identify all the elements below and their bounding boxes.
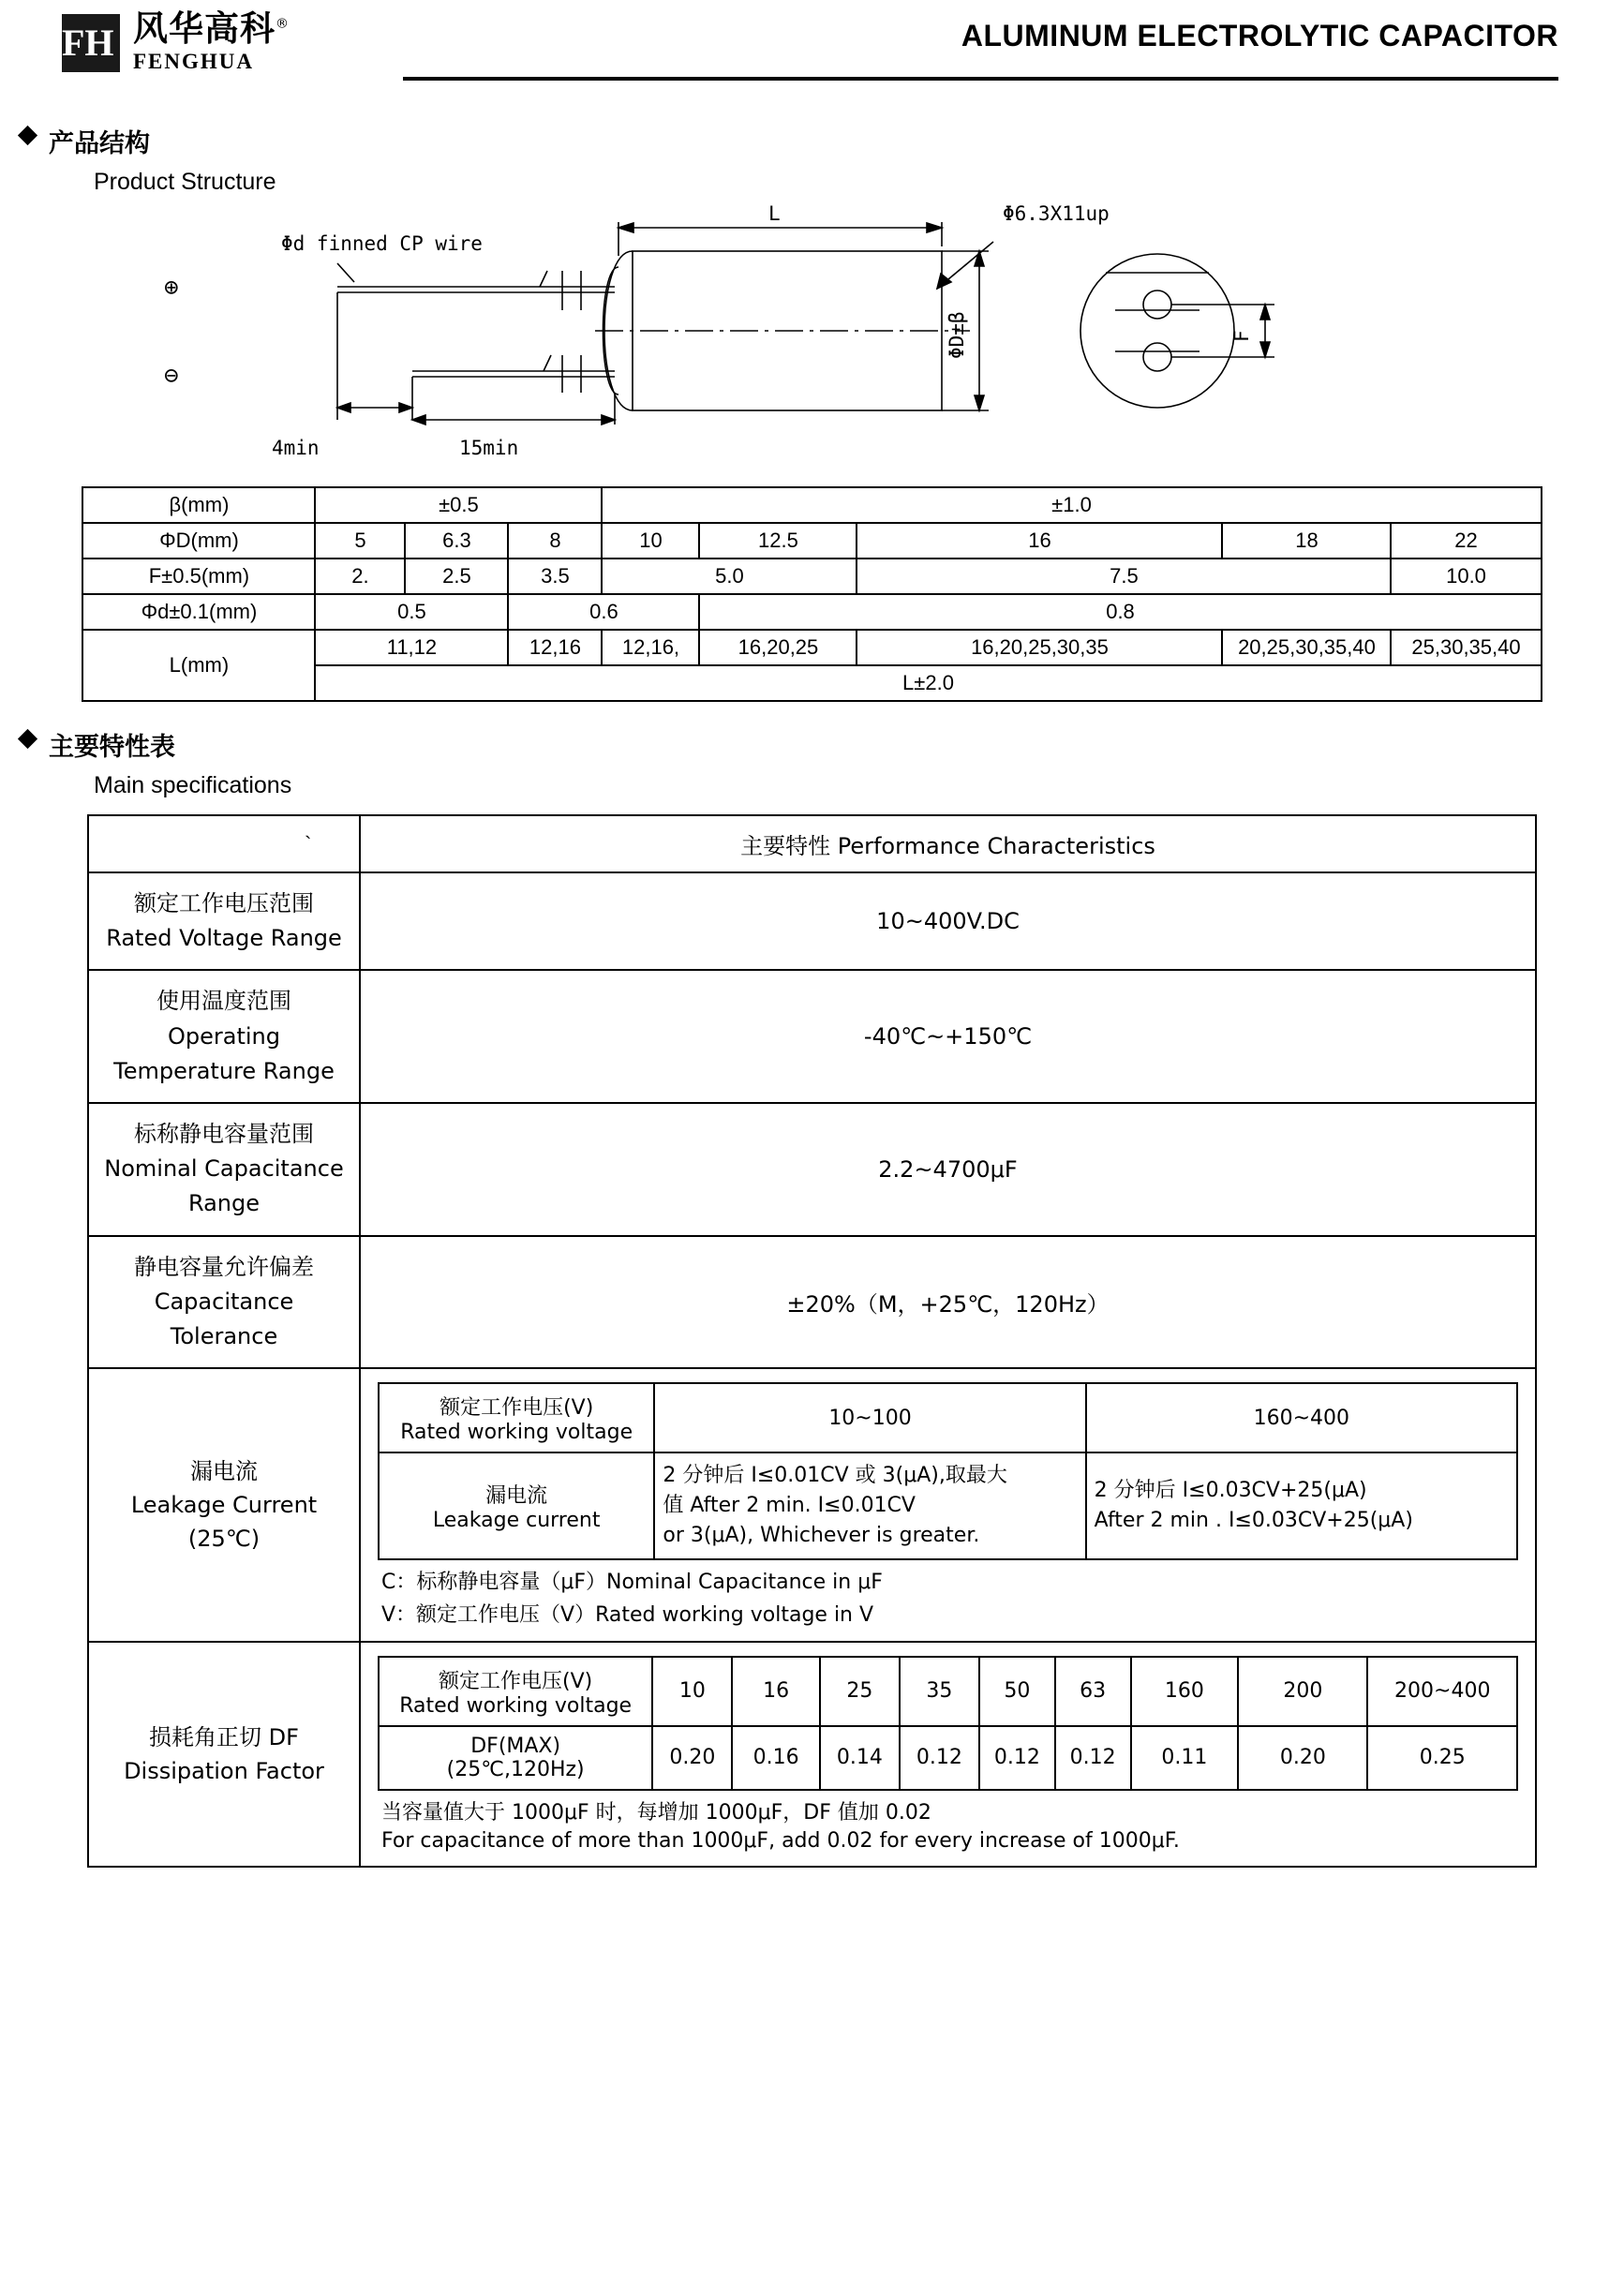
dim-row-label-2: F±0.5(mm) xyxy=(82,559,315,594)
label-line: 额定工作电压(V) xyxy=(440,1396,594,1421)
page-title: ALUMINUM ELECTROLYTIC CAPACITOR xyxy=(961,19,1558,52)
polarity-plus-icon: ⊕ xyxy=(164,274,179,302)
section-heading-cn-text: 产品结构 xyxy=(49,129,150,158)
dimension-table xyxy=(82,486,1542,702)
drawing-label-phiD: ΦD±β xyxy=(946,311,968,359)
dim-cell-L-3: 16,20,25 xyxy=(699,630,857,665)
leakage-voltage-range-high: 160~400 xyxy=(1086,1383,1517,1452)
leakage-voltage-label xyxy=(379,1383,654,1452)
df-value-8: 0.25 xyxy=(1367,1726,1517,1790)
dim-cell-1-1: 6.3 xyxy=(405,523,508,559)
dim-cell-2-5: 10.0 xyxy=(1391,559,1541,594)
label-line: Operating xyxy=(168,1022,280,1050)
label-line: 损耗角正切 DF xyxy=(149,1723,299,1750)
spec-value-leakage-current xyxy=(360,1368,1536,1642)
dim-cell-0-0: ±0.5 xyxy=(315,487,602,523)
logo-mark-text: FH xyxy=(62,21,114,64)
spec-label-capacitance-tolerance xyxy=(88,1236,360,1369)
df-voltage-1: 16 xyxy=(732,1657,820,1726)
dim-row-label-L: L(mm) xyxy=(82,630,315,701)
spec-label-leakage-current xyxy=(88,1368,360,1642)
label-line: 额定工作电压范围 xyxy=(134,890,314,916)
table-row xyxy=(82,630,1541,665)
df-voltage-8: 200~400 xyxy=(1367,1657,1517,1726)
spec-value-rated-voltage-range: 10~400V.DC xyxy=(360,872,1536,970)
polarity-minus-icon: ⊖ xyxy=(164,362,179,390)
df-value-2: 0.14 xyxy=(820,1726,900,1790)
leakage-current-value-high xyxy=(1086,1452,1517,1559)
spec-corner-tick: ` xyxy=(88,815,360,872)
table-row xyxy=(82,559,1541,594)
table-row xyxy=(379,1657,1517,1726)
label-line: DF(MAX) xyxy=(470,1734,561,1758)
spec-label-dissipation-factor xyxy=(88,1642,360,1867)
leakage-note-capacitance: C：标称静电容量（μF）Nominal Capacitance in μF xyxy=(381,1570,883,1594)
dim-row-label-0: β(mm) xyxy=(82,487,315,523)
dim-cell-L-5: 20,25,30,35,40 xyxy=(1222,630,1391,665)
table-row xyxy=(88,815,1536,872)
value-line: 值 After 2 min. I≤0.01CV xyxy=(663,1493,916,1517)
value-line: 2 分钟后 I≤0.01CV 或 3(μA),取最大 xyxy=(663,1464,1007,1488)
df-value-0: 0.20 xyxy=(652,1726,732,1790)
df-value-6: 0.11 xyxy=(1131,1726,1239,1790)
product-drawing xyxy=(0,200,1624,471)
dim-cell-L-6: 25,30,35,40 xyxy=(1391,630,1541,665)
table-row xyxy=(379,1452,1517,1559)
section-heading-cn-text: 主要特性表 xyxy=(49,733,175,762)
label-line: Leakage current xyxy=(432,1508,601,1532)
dim-cell-L-4: 16,20,25,30,35 xyxy=(857,630,1222,665)
label-line: 静电容量允许偏差 xyxy=(134,1253,314,1280)
label-line: Rated working voltage xyxy=(400,1421,633,1445)
label-line: 使用温度范围 xyxy=(156,988,291,1015)
dim-cell-2-3: 5.0 xyxy=(602,559,857,594)
dim-cell-2-1: 2.5 xyxy=(405,559,508,594)
df-voltage-3: 35 xyxy=(900,1657,979,1726)
leakage-inner-table xyxy=(378,1382,1518,1560)
logo-english-name: FENGHUA xyxy=(133,50,254,73)
leakage-current-value-low xyxy=(654,1452,1085,1559)
leakage-note-voltage: V：额定工作电压（V）Rated working voltage in V xyxy=(381,1602,874,1627)
dim-cell-L-1: 12,16 xyxy=(508,630,602,665)
table-row xyxy=(82,523,1541,559)
drawing-label-15min: 15min xyxy=(459,437,519,459)
label-line: Rated working voltage xyxy=(399,1693,633,1718)
label-line: 漏电流 xyxy=(190,1457,258,1484)
spec-value-nominal-capacitance-range: 2.2~4700μF xyxy=(360,1103,1536,1236)
table-row xyxy=(88,1368,1536,1642)
dim-cell-3-0: 0.5 xyxy=(315,594,508,630)
label-line: Nominal Capacitance xyxy=(104,1155,344,1183)
df-voltage-4: 50 xyxy=(979,1657,1055,1726)
logo-chinese-name xyxy=(133,8,290,49)
label-line: 额定工作电压(V) xyxy=(439,1669,593,1693)
table-row xyxy=(88,1103,1536,1236)
dim-cell-2-4: 7.5 xyxy=(857,559,1391,594)
drawing-label-4min: 4min xyxy=(272,437,320,459)
label-line: Leakage Current xyxy=(130,1491,318,1518)
label-line: 漏电流 xyxy=(485,1483,548,1508)
spec-value-capacitance-tolerance: ±20%（M，+25℃，120Hz） xyxy=(360,1236,1536,1369)
spec-value-operating-temperature-range: -40℃~+150℃ xyxy=(360,970,1536,1103)
dim-cell-L-0: 11,12 xyxy=(315,630,508,665)
value-line: or 3(μA), Whichever is greater. xyxy=(663,1523,980,1547)
section-heading-en-structure: Product Structure xyxy=(94,169,276,195)
logo-chinese-text: 风华高科 xyxy=(133,8,276,49)
df-voltage-6: 160 xyxy=(1131,1657,1239,1726)
section-main-specifications xyxy=(0,726,1624,799)
table-row xyxy=(379,1726,1517,1790)
df-voltage-5: 63 xyxy=(1055,1657,1131,1726)
value-line: After 2 min . I≤0.03CV+25(μA) xyxy=(1094,1508,1413,1532)
df-value-1: 0.16 xyxy=(732,1726,820,1790)
dim-cell-1-0: 5 xyxy=(315,523,405,559)
dim-cell-3-1: 0.6 xyxy=(508,594,699,630)
df-inner-table xyxy=(378,1656,1518,1791)
df-value-4: 0.12 xyxy=(979,1726,1055,1790)
diamond-bullet-icon xyxy=(18,729,37,749)
label-line: Rated Voltage Range xyxy=(106,925,342,952)
df-value-7: 0.20 xyxy=(1238,1726,1367,1790)
df-note-en: For capacitance of more than 1000μF, add 0.02 for every increase of 1000μF. xyxy=(381,1828,1180,1853)
label-line: Capacitance xyxy=(154,1288,294,1315)
section-product-structure xyxy=(0,123,1624,196)
leakage-voltage-range-low: 10~100 xyxy=(654,1383,1085,1452)
specifications-table xyxy=(87,814,1537,1868)
drawing-label-F: F xyxy=(1230,330,1253,342)
logo-mark-icon xyxy=(62,14,120,72)
dim-cell-L-tolerance: L±2.0 xyxy=(315,665,1541,701)
df-voltage-0: 10 xyxy=(652,1657,732,1726)
section-heading-en-specs: Main specifications xyxy=(94,772,292,798)
table-row xyxy=(379,1383,1517,1452)
spec-performance-header: 主要特性 Performance Characteristics xyxy=(360,815,1536,872)
drawing-label-wire: Φd finned CP wire xyxy=(281,232,483,255)
drawing-label-L: L xyxy=(768,202,781,225)
df-value-5: 0.12 xyxy=(1055,1726,1131,1790)
spec-label-rated-voltage-range xyxy=(88,872,360,970)
dim-cell-1-3: 10 xyxy=(602,523,699,559)
label-line: (25℃) xyxy=(187,1525,261,1552)
dim-cell-2-2: 3.5 xyxy=(508,559,602,594)
dim-cell-1-6: 18 xyxy=(1222,523,1391,559)
table-row xyxy=(82,487,1541,523)
dim-cell-1-5: 16 xyxy=(857,523,1222,559)
label-line: Tolerance xyxy=(170,1322,278,1349)
leakage-current-label xyxy=(379,1452,654,1559)
registered-mark-icon: ® xyxy=(276,16,290,32)
company-logo xyxy=(62,8,290,74)
label-line: 标称静电容量范围 xyxy=(134,1120,314,1147)
dim-row-label-3: Φd±0.1(mm) xyxy=(82,594,315,630)
dim-cell-1-7: 22 xyxy=(1391,523,1541,559)
table-row xyxy=(88,872,1536,970)
dim-cell-0-1: ±1.0 xyxy=(602,487,1541,523)
table-row xyxy=(88,970,1536,1103)
section-heading-cn-structure xyxy=(0,123,1624,159)
label-line: (25℃,120Hz) xyxy=(446,1757,585,1781)
df-value-3: 0.12 xyxy=(900,1726,979,1790)
label-line: Dissipation Factor xyxy=(124,1757,324,1784)
df-note-cn: 当容量值大于 1000μF 时，每增加 1000μF，DF 值加 0.02 xyxy=(381,1800,931,1825)
spec-value-dissipation-factor xyxy=(360,1642,1536,1867)
df-voltage-7: 200 xyxy=(1238,1657,1367,1726)
df-voltage-label xyxy=(379,1657,652,1726)
section-heading-cn-specs xyxy=(0,726,1624,763)
label-line: Temperature Range xyxy=(113,1057,335,1084)
diamond-bullet-icon xyxy=(18,126,37,145)
dim-cell-2-0: 2. xyxy=(315,559,405,594)
dim-row-label-1: ΦD(mm) xyxy=(82,523,315,559)
table-row xyxy=(88,1236,1536,1369)
table-row xyxy=(82,594,1541,630)
label-line: Range xyxy=(187,1190,261,1217)
page-header xyxy=(0,0,1624,98)
header-divider xyxy=(403,77,1558,81)
product-drawing-svg xyxy=(56,200,1312,471)
dim-cell-L-2: 12,16, xyxy=(602,630,699,665)
dim-cell-1-4: 12.5 xyxy=(699,523,857,559)
spec-label-nominal-capacitance-range xyxy=(88,1103,360,1236)
value-line: 2 分钟后 I≤0.03CV+25(μA) xyxy=(1094,1479,1367,1502)
table-row xyxy=(88,1642,1536,1867)
df-max-label xyxy=(379,1726,652,1790)
dim-cell-3-2: 0.8 xyxy=(699,594,1541,630)
spec-label-operating-temperature-range xyxy=(88,970,360,1103)
df-voltage-2: 25 xyxy=(820,1657,900,1726)
drawing-label-phi-up: Φ6.3X11up xyxy=(1003,202,1110,225)
dim-cell-1-2: 8 xyxy=(508,523,602,559)
